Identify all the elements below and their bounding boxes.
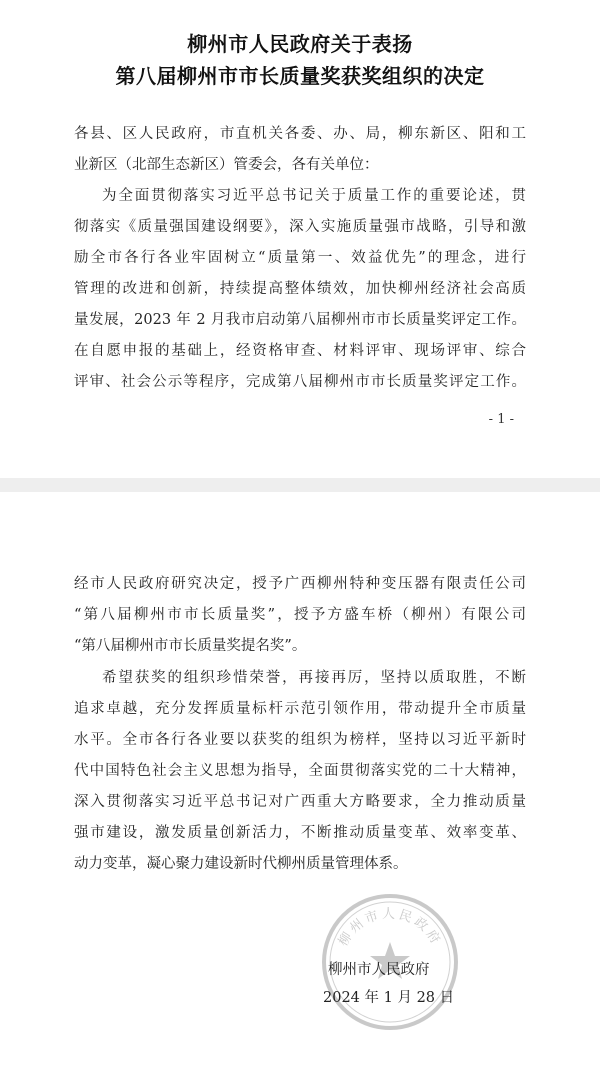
- svg-text:柳州市人民政府: 柳州市人民政府: [335, 907, 445, 950]
- page-divider: [0, 478, 600, 492]
- body-line: 管理的改进和创新，持续提高整体绩效，加快柳州经济社会高质: [74, 281, 526, 297]
- document-page-2: [0, 492, 600, 1080]
- body-line: 量发展，2023 年 2 月我市启动第八届柳州市市长质量奖评定工作。: [74, 312, 526, 328]
- body-line: 强市建设，激发质量创新活力，不断推动质量变革、效率变革、: [74, 825, 526, 841]
- body-line: 希望获奖的组织珍惜荣誉，再接再厉，坚持以质取胜，不断: [102, 670, 526, 686]
- body-line: 动力变革，凝心聚力建设新时代柳州质量管理体系。: [74, 856, 408, 872]
- body-line: 代中国特色社会主义思想为指导，全面贯彻落实党的二十大精神，: [74, 763, 526, 779]
- page-number: - 1 -: [488, 412, 514, 427]
- document-title-line-2: 第八届柳州市市长质量奖获奖组织的决定: [115, 64, 485, 88]
- body-line: 评审、社会公示等程序，完成第八届柳州市市长质量奖评定工作。: [74, 374, 526, 390]
- signature-organization: 柳州市人民政府: [328, 962, 430, 978]
- signature-date: 2024 年 1 月 28 日: [323, 990, 455, 1006]
- body-line: 为全面贯彻落实习近平总书记关于质量工作的重要论述，贯: [102, 188, 526, 204]
- document-page-1: [0, 0, 600, 478]
- body-line: “第八届柳州市市长质量奖”，授予方盛车桥（柳州）有限公司: [74, 607, 526, 623]
- body-line: “第八届柳州市市长质量奖提名奖”。: [74, 638, 307, 654]
- document-title-line-1: 柳州市人民政府关于表扬: [187, 32, 413, 56]
- body-line: 在自愿申报的基础上，经资格审查、材料评审、现场评审、综合: [74, 343, 526, 359]
- body-line: 经市人民政府研究决定，授予广西柳州特种变压器有限责任公司: [74, 576, 526, 592]
- body-line: 彻落实《质量强国建设纲要》，深入实施质量强市战略，引导和激: [74, 219, 526, 235]
- body-line: 追求卓越，充分发挥质量标杆示范引领作用，带动提升全市质量: [74, 701, 526, 717]
- body-line: 励全市各行各业牢固树立“质量第一、效益优先”的理念，进行: [74, 250, 526, 266]
- body-line: 深入贯彻落实习近平总书记对广西重大方略要求，全力推动质量: [74, 794, 526, 810]
- salutation-line: 业新区（北部生态新区）管委会，各有关单位：: [74, 157, 379, 173]
- salutation-line: 各县、区人民政府，市直机关各委、办、局，柳东新区、阳和工: [74, 126, 526, 142]
- body-line: 水平。全市各行各业要以获奖的组织为榜样，坚持以习近平新时: [74, 732, 526, 748]
